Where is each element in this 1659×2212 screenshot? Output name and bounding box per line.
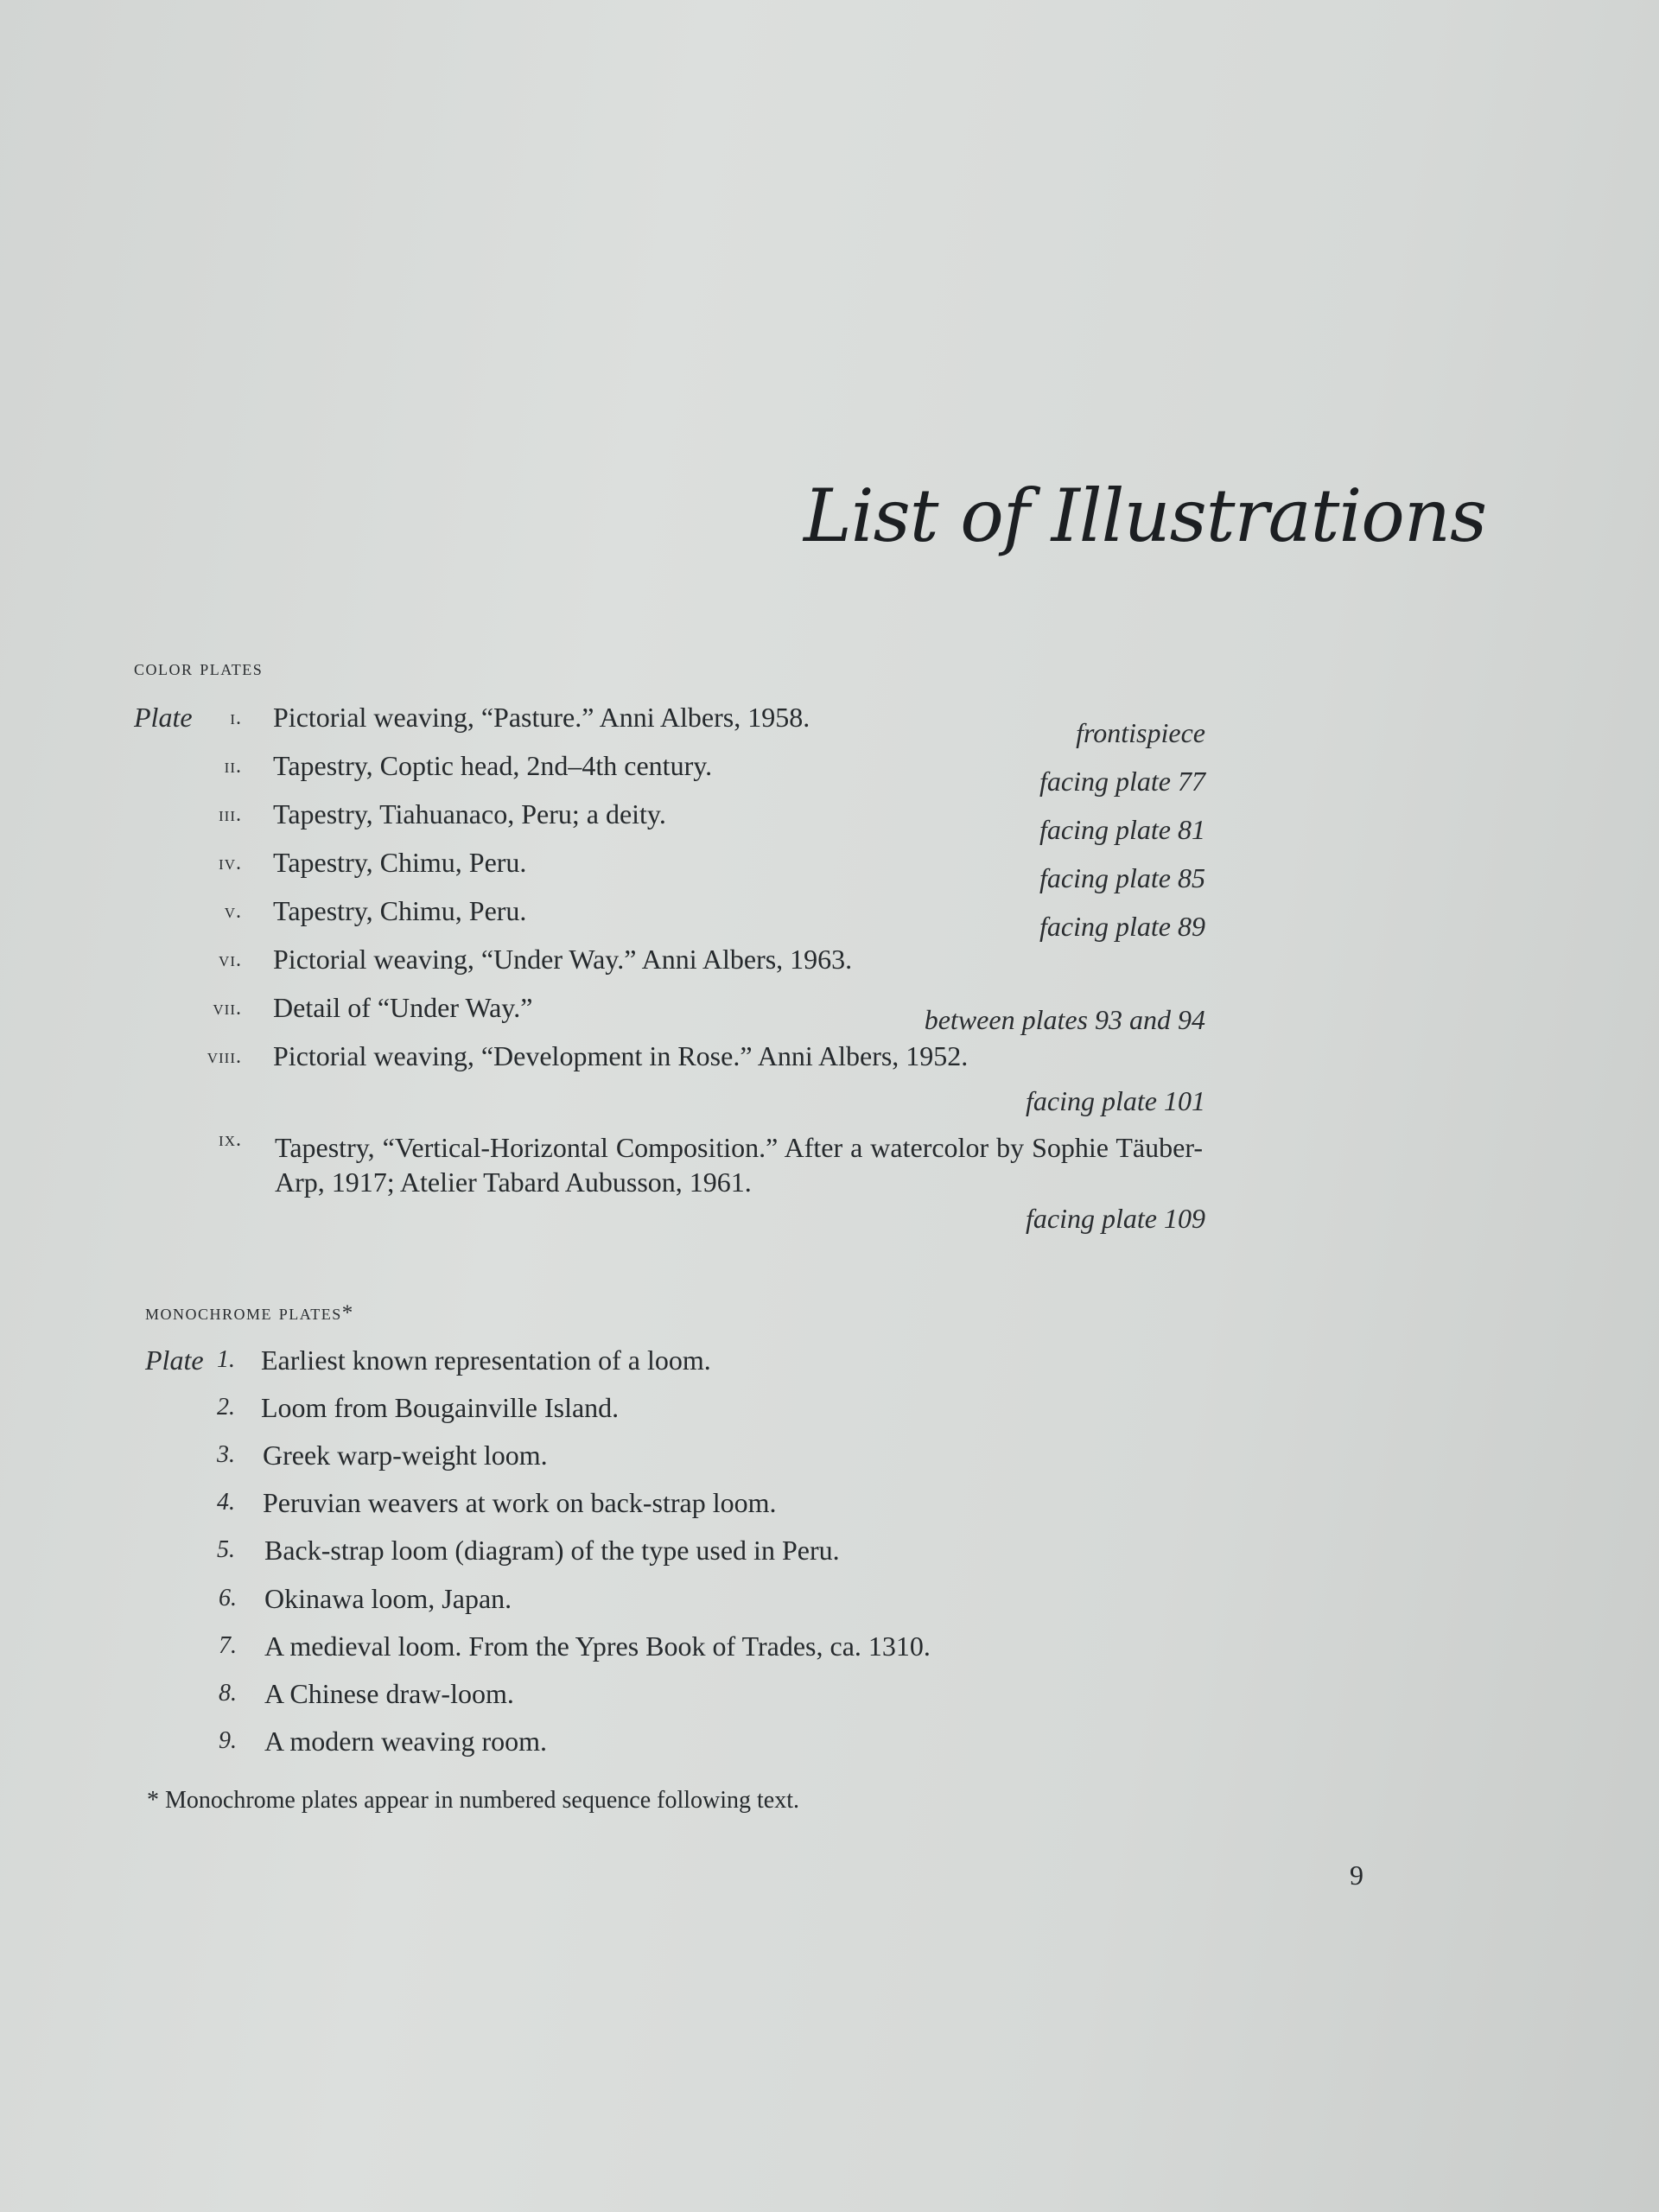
- plate-number: 2.: [217, 1394, 235, 1421]
- plate-number: 8.: [219, 1680, 237, 1707]
- plate-caption: Greek warp-weight loom.: [263, 1440, 548, 1471]
- plate-caption: A medieval loom. From the Ypres Book of Trades, ca. 1310.: [264, 1630, 931, 1662]
- plate-caption: Loom from Bougainville Island.: [261, 1392, 620, 1423]
- plate-location: facing plate 85: [1039, 862, 1205, 893]
- plate-number: 4.: [217, 1489, 235, 1516]
- plate-caption: Tapestry, Coptic head, 2nd–4th century.: [273, 750, 713, 781]
- footnote: * Monochrome plates appear in numbered sequence following text.: [147, 1787, 799, 1814]
- color-plate-label: Plate: [134, 702, 193, 733]
- plate-number: 3.: [217, 1441, 235, 1468]
- plate-caption: Pictorial weaving, “Under Way.” Anni Albers, 1963.: [273, 944, 853, 975]
- plate-caption: Okinawa loom, Japan.: [264, 1583, 512, 1614]
- monochrome-plates-heading: monochrome plates*: [145, 1301, 354, 1325]
- color-plates-heading: color plates: [134, 657, 264, 680]
- plate-location: frontispiece: [1076, 717, 1205, 748]
- plate-numeral: ix.: [219, 1128, 242, 1151]
- plate-location: facing plate 77: [1039, 766, 1205, 797]
- plate-caption: Detail of “Under Way.”: [273, 992, 533, 1023]
- plate-number: 5.: [217, 1536, 235, 1563]
- plate-caption: Pictorial weaving, “Development in Rose.” Anni Albers, 1952.: [273, 1040, 969, 1071]
- plate-location: facing plate 109: [1026, 1203, 1205, 1234]
- plate-numeral: ii.: [224, 755, 242, 778]
- plate-number: 9.: [219, 1727, 237, 1754]
- plate-caption: Pictorial weaving, “Pasture.” Anni Albers, 1958.: [273, 702, 810, 733]
- plate-numeral: viii.: [207, 1046, 242, 1068]
- page-number: 9: [1350, 1859, 1363, 1891]
- plate-number: 6.: [219, 1585, 237, 1611]
- plate-location: facing plate 101: [1026, 1085, 1205, 1116]
- plate-caption: Back-strap loom (diagram) of the type used in Peru.: [264, 1535, 840, 1566]
- plate-location: facing plate 89: [1039, 911, 1205, 942]
- plate-caption: Tapestry, Chimu, Peru.: [273, 847, 527, 878]
- plate-numeral: iv.: [219, 852, 242, 874]
- plate-number: 1.: [217, 1346, 235, 1373]
- plate-caption: A modern weaving room.: [264, 1726, 548, 1757]
- plate-caption: Tapestry, Tiahuanaco, Peru; a deity.: [273, 798, 666, 830]
- page-title: List of Illustrations: [804, 474, 1487, 558]
- plate-caption: Peruvian weavers at work on back-strap loom.: [263, 1487, 777, 1518]
- plate-location: facing plate 81: [1039, 814, 1205, 845]
- plate-numeral: vi.: [219, 949, 242, 971]
- plate-location: between plates 93 and 94: [924, 1004, 1205, 1035]
- plate-caption: Tapestry, Chimu, Peru.: [273, 895, 527, 926]
- plate-numeral: iii.: [219, 804, 242, 826]
- plate-caption: Earliest known representation of a loom.: [261, 1344, 711, 1376]
- plate-numeral: i.: [230, 707, 242, 729]
- plate-number: 7.: [219, 1632, 237, 1659]
- plate-caption: A Chinese draw-loom.: [264, 1678, 514, 1709]
- plate-caption: Tapestry, “Vertical-Horizontal Composition.” After a watercolor by Sophie Täuber-Arp, 1917; Atelier Tabard Aubusson, 1961.: [275, 1132, 1203, 1198]
- plate-numeral: v.: [224, 900, 242, 923]
- plate-numeral: vii.: [213, 997, 242, 1020]
- monochrome-plate-label: Plate: [145, 1344, 204, 1376]
